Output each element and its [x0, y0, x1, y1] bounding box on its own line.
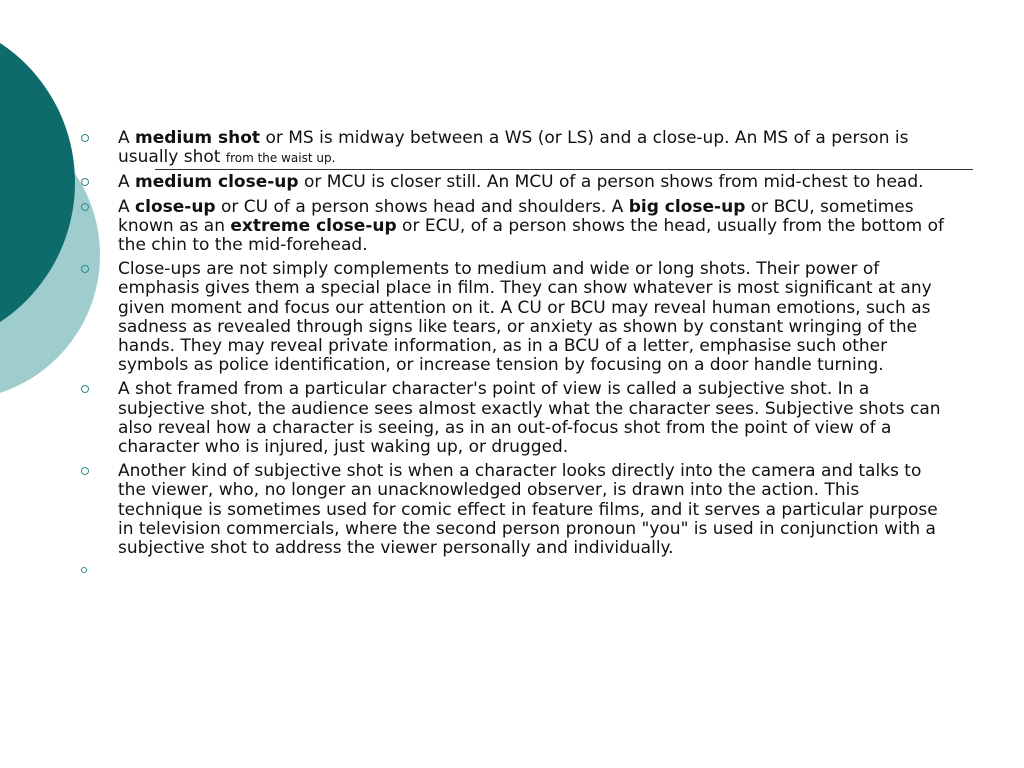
bullet-text: A: [118, 128, 136, 148]
slide-content: [78, 129, 948, 582]
bullet-text: Close-ups are not simply complements to medium and wide or long shots. Their power of emphasis gives them a special place in film. They can show whatever is most significant at any given moment and focus our attention on it. A CU or BCU may reveal human emotions, such as sadness as revealed through signs like tears, or anxiety as shown by constant wringing of the hands. They may reveal private information, as in a BCU of a letter, emphasise such other symbols as police identification, or increase tension by focusing on a door handle turning.: [118, 259, 932, 376]
bullet-marker-icon: [81, 178, 89, 186]
bullet-marker-icon: [81, 567, 87, 573]
bullet-direct-address: [78, 462, 948, 558]
bullet-marker-icon: [81, 385, 89, 393]
term-medium-shot: medium shot: [135, 128, 261, 148]
bullet-subjective-shot: [78, 380, 948, 457]
bullet-text: or MS is midway between a WS (or LS) and a close-up. An MS of a person is usually shot: [118, 128, 909, 168]
bullet-close-up: [78, 198, 948, 256]
bullet-empty: [78, 563, 948, 577]
divider-line: [155, 169, 973, 170]
bullet-text: A shot framed from a particular character's point of view is called a subjective shot. In a subjective shot, the audience sees almost exactly what the character sees. Subjective shots can also reveal how a character is seeing, as in an out-of-focus shot from the point of view of a character who is injured, just waking up, or drugged.: [118, 379, 941, 458]
bullet-text: Another kind of subjective shot is when a character looks directly into the camera and talks to the viewer, who, no longer an unacknowledged observer, is drawn into the action. This technique is sometimes used for comic effect in feature films, and it serves a particular purpose in television commercials, where the second person pronoun "you" is used in conjunction with a subjective shot to address the viewer personally and individually.: [118, 461, 938, 559]
bullet-text: or CU of a person shows head and shoulders. A: [215, 196, 629, 217]
term-close-up: close-up: [135, 196, 216, 217]
term-extreme-close-up: extreme close-up: [230, 215, 397, 236]
bullet-medium-shot: [78, 129, 948, 168]
bullet-marker-icon: [81, 134, 89, 142]
bullet-text: A: [118, 172, 136, 193]
bullet-marker-icon: [81, 265, 89, 273]
bullet-marker-icon: [81, 467, 89, 475]
bullet-text: or BCU, sometimes known as an: [118, 196, 914, 236]
bullet-text: or ECU, of a person shows the head, usually from the bottom of the chin to the mid-forehead.: [118, 215, 945, 256]
bullet-text: or MCU is closer still. An MCU of a person shows from mid-chest to head.: [298, 172, 924, 193]
bullet-small-text: from the waist up.: [225, 151, 336, 166]
bullet-text: A: [118, 196, 136, 217]
term-big-close-up: big close-up: [628, 196, 746, 217]
bullet-marker-icon: [81, 203, 89, 211]
term-medium-close-up: medium close-up: [135, 172, 299, 193]
bullet-medium-close-up: [78, 173, 948, 192]
bullet-close-ups-emphasis: [78, 260, 948, 375]
bullet-list: [78, 129, 948, 577]
